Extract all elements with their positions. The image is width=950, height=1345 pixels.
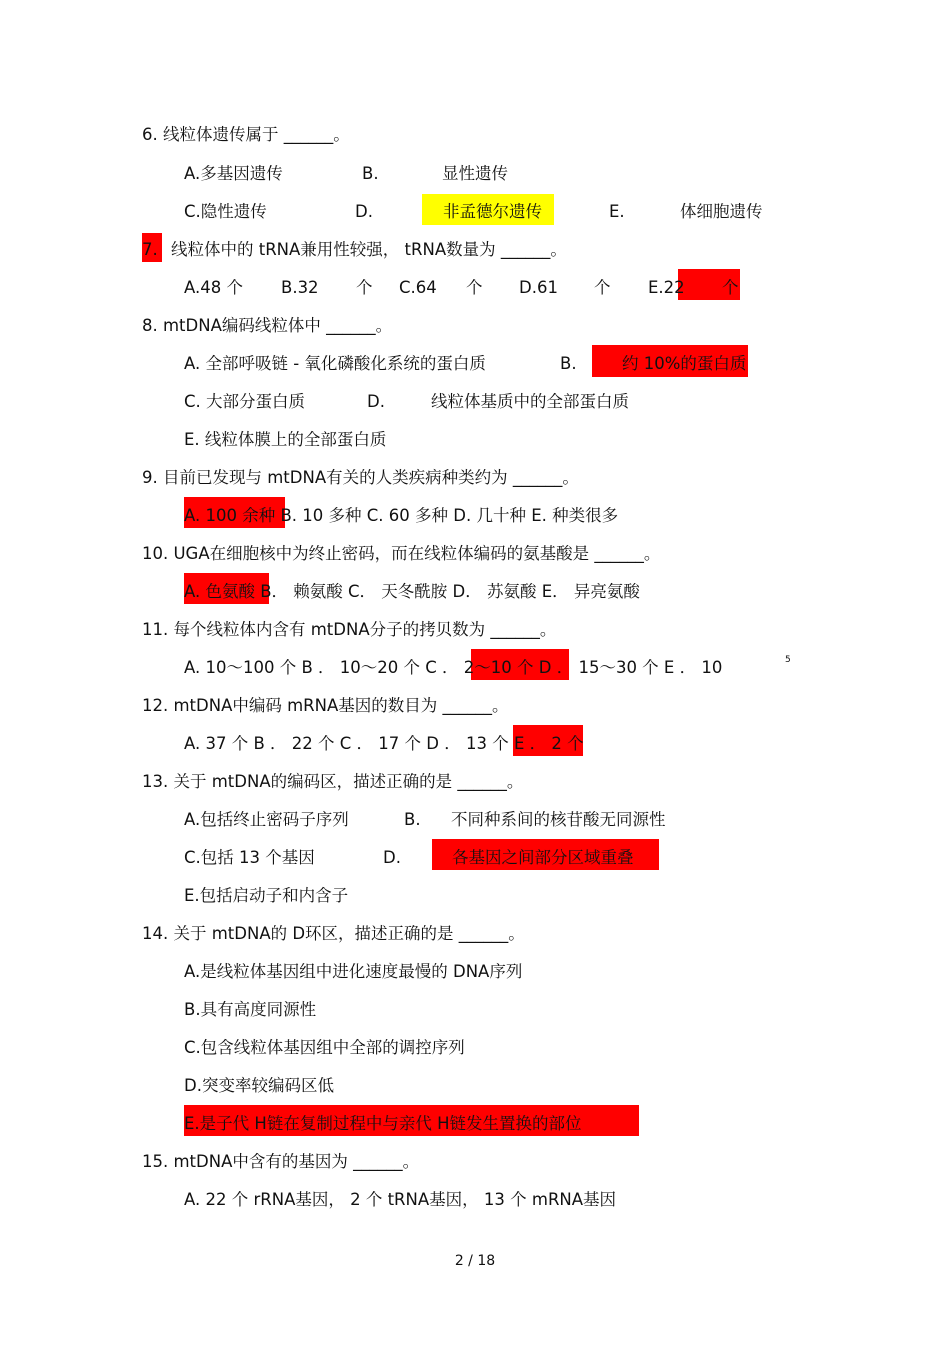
option-e: E.22 xyxy=(648,278,685,297)
option-c: C.包括 13 个基因 xyxy=(184,848,315,867)
question-12-stem: 12. mtDNA中编码 mRNA基因的数目为 ______。 xyxy=(142,696,509,715)
options-text: A. 10～100 个 B ． 10～20 个 C ． 2～10 个 D ． 15～30 个 E ． 10 xyxy=(184,658,723,677)
option-d-letter: D. xyxy=(367,392,385,411)
option-e: E.是子代 H链在复制过程中与亲代 H链发生置换的部位 xyxy=(184,1114,582,1133)
question-7-stem: 线粒体中的 tRNA兼用性较强， tRNA数量为 ______。 xyxy=(171,240,567,259)
question-13-stem: 13. 关于 mtDNA的编码区，描述正确的是 ______。 xyxy=(142,772,524,791)
options-text: A. 100 余种 B. 10 多种 C. 60 多种 D. 几十种 E. 种类很多 xyxy=(184,506,619,525)
option-d-letter: D. xyxy=(383,848,401,867)
option-a: A.多基因遗传 xyxy=(184,164,283,183)
question-7-number: 7. xyxy=(142,240,158,259)
question-8-stem: 8. mtDNA编码线粒体中 ______。 xyxy=(142,316,393,335)
option-b-letter: B. xyxy=(404,810,421,829)
option-b-text: 不同种系间的核苷酸无同源性 xyxy=(451,810,666,829)
option-d-text: 非孟德尔遗传 xyxy=(443,202,542,221)
option-b-text: 显性遗传 xyxy=(442,164,508,183)
option-a: A.包括终止密码子序列 xyxy=(184,810,349,829)
question-15-stem: 15. mtDNA中含有的基因为 ______。 xyxy=(142,1152,420,1171)
option-e: E. 线粒体膜上的全部蛋白质 xyxy=(184,430,387,449)
superscript: 5 xyxy=(785,655,791,665)
options-text: A. 37 个 B ． 22 个 C ． 17 个 D ． 13 个 E ． 2 个 xyxy=(184,734,584,753)
option-c: C. 大部分蛋白质 xyxy=(184,392,306,411)
option-b-letter: B. xyxy=(362,164,379,183)
option-a: A.是线粒体基因组中进化速度最慢的 DNA序列 xyxy=(184,962,523,981)
option-b-text: 约 10%的蛋白质 xyxy=(622,354,747,373)
option-c: C.包含线粒体基因组中全部的调控序列 xyxy=(184,1038,465,1057)
options-text: A. 色氨酸 B． 赖氨酸 C． 天冬酰胺 D． 苏氨酸 E． 异亮氨酸 xyxy=(184,582,640,601)
option-e-unit: 个 xyxy=(722,278,739,297)
option-c-unit: 个 xyxy=(466,278,483,297)
option-a: A.48 个 xyxy=(184,278,243,297)
question-9-stem: 9. 目前已发现与 mtDNA有关的人类疾病种类约为 ______。 xyxy=(142,468,579,487)
option-d: D.突变率较编码区低 xyxy=(184,1076,334,1095)
option-e: E.包括启动子和内含子 xyxy=(184,886,349,905)
page-number: 2 / 18 xyxy=(454,1253,496,1269)
option-d-text: 线粒体基质中的全部蛋白质 xyxy=(431,392,629,411)
question-11-stem: 11. 每个线粒体内含有 mtDNA分子的拷贝数为 ______。 xyxy=(142,620,557,639)
option-b-unit: 个 xyxy=(356,278,373,297)
option-d-text: 各基因之间部分区域重叠 xyxy=(452,848,634,867)
option-b-letter: B. xyxy=(560,354,577,373)
question-6-stem: 6. 线粒体遗传属于 ______。 xyxy=(142,125,350,144)
option-b: B.具有高度同源性 xyxy=(184,1000,317,1019)
option-e-letter: E. xyxy=(609,202,625,221)
option-c: C.隐性遗传 xyxy=(184,202,267,221)
option-a: A. 全部呼吸链 - 氧化磷酸化系统的蛋白质 xyxy=(184,354,486,373)
option-d: D.61 xyxy=(519,278,558,297)
option-b: B.32 xyxy=(281,278,319,297)
question-14-stem: 14. 关于 mtDNA的 D环区，描述正确的是 ______。 xyxy=(142,924,525,943)
option-d-letter: D. xyxy=(355,202,373,221)
option-a: A. 22 个 rRNA基因， 2 个 tRNA基因， 13 个 mRNA基因 xyxy=(184,1190,617,1209)
option-e-text: 体细胞遗传 xyxy=(680,202,763,221)
option-c: C.64 xyxy=(399,278,437,297)
question-10-stem: 10. UGA在细胞核中为终止密码，而在线粒体编码的氨基酸是 ______。 xyxy=(142,544,661,563)
option-d-unit: 个 xyxy=(594,278,611,297)
